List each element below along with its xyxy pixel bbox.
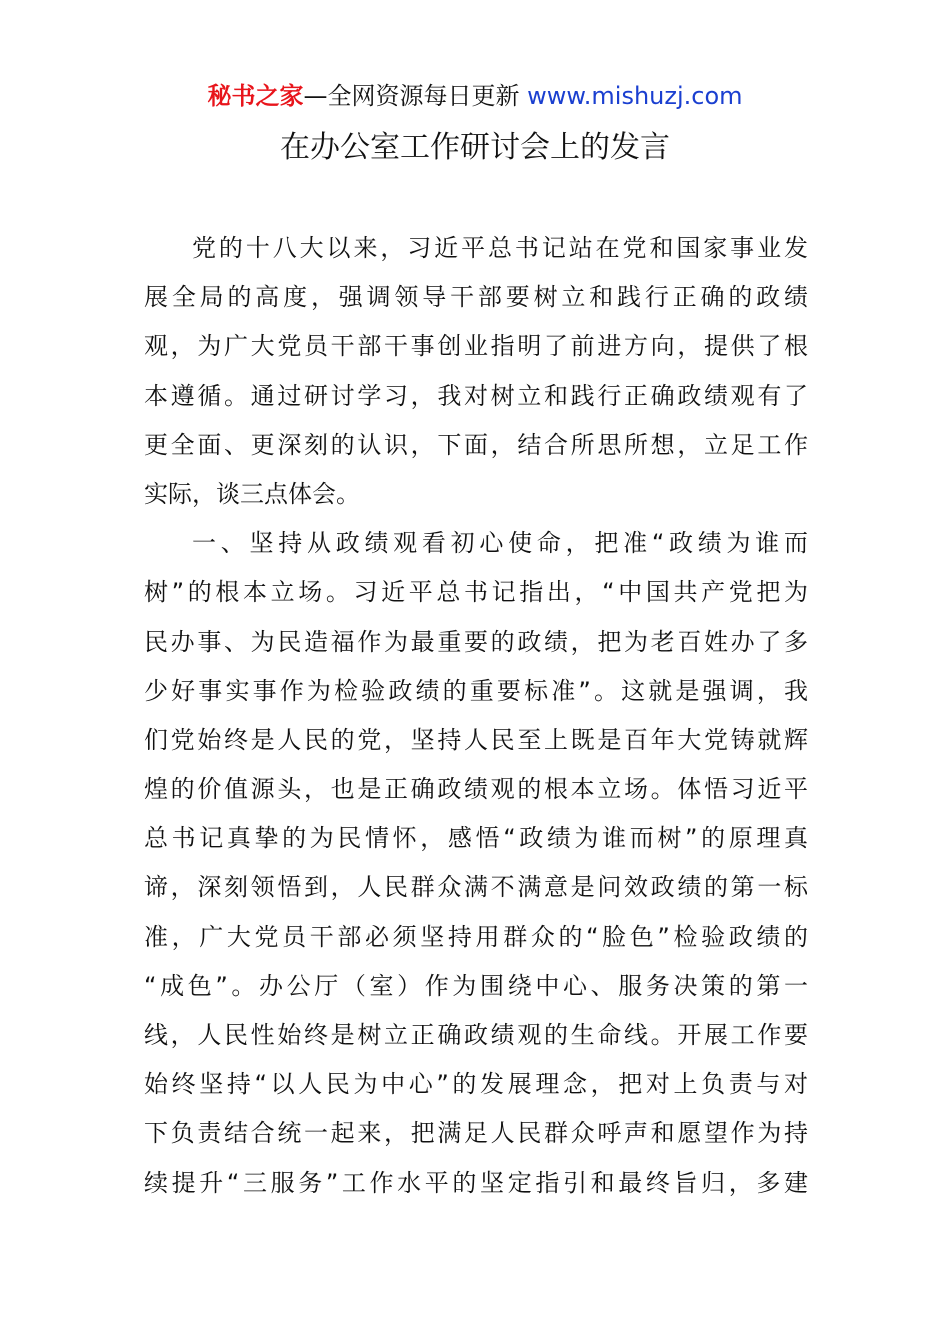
paragraph-line: 一、坚持从政绩观看初心使命，把准“政绩为谁而 <box>192 529 808 558</box>
site-url-link[interactable]: www.mishuzj.com <box>527 82 743 110</box>
paragraph-line: 线，人民性始终是树立正确政绩观的生命线。开展工作要 <box>144 1021 808 1049</box>
site-tagline: —全网资源每日更新 <box>303 82 528 110</box>
paragraph-line: 实际，谈三点体会。 <box>144 479 360 508</box>
paragraph-line: “成色”。办公厅（室）作为围绕中心、服务决策的第一 <box>144 971 808 1000</box>
paragraph-line: 煌的价值源头，也是正确政绩观的根本立场。体悟习近平 <box>144 775 808 804</box>
paragraph-line: 树”的根本立场。习近平总书记指出，“中国共产党把为 <box>144 578 808 607</box>
site-header <box>0 78 950 114</box>
paragraph-line: 始终坚持“以人民为中心”的发展理念，把对上负责与对 <box>144 1070 808 1099</box>
site-brand: 秘书之家 <box>207 82 304 110</box>
paragraph-line: 少好事实事作为检验政绩的重要标准”。这就是强调，我 <box>144 676 808 705</box>
paragraph-line: 党的十八大以来，习近平总书记站在党和国家事业发 <box>192 234 808 262</box>
paragraph-line: 本遵循。通过研讨学习，我对树立和践行正确政绩观有了 <box>144 381 808 410</box>
paragraph-line: 更全面、更深刻的认识，下面，结合所思所想，立足工作 <box>144 430 808 459</box>
paragraph-line: 民办事、为民造福作为最重要的政绩，把为老百姓办了多 <box>144 627 808 656</box>
paragraph-line: 准，广大党员干部必须坚持用群众的“脸色”检验政绩的 <box>144 922 808 951</box>
paragraph-line: 总书记真挚的为民情怀，感悟“政绩为谁而树”的原理真 <box>144 824 808 853</box>
document-title: 在办公室工作研讨会上的发言 <box>280 130 670 165</box>
paragraph-line: 们党始终是人民的党，坚持人民至上既是百年大党铸就辉 <box>144 725 808 754</box>
paragraph-line: 续提升“三服务”工作水平的坚定指引和最终旨归，多建 <box>144 1168 808 1197</box>
document-body <box>144 224 808 1208</box>
paragraph-line: 谛，深刻领悟到，人民群众满不满意是问效政绩的第一标 <box>144 873 808 902</box>
paragraph-line: 下负责结合统一起来，把满足人民群众呼声和愿望作为持 <box>144 1119 808 1148</box>
paragraph-line: 观，为广大党员干部干事创业指明了前进方向，提供了根 <box>144 332 808 361</box>
paragraph-line: 展全局的高度，强调领导干部要树立和践行正确的政绩 <box>144 283 808 312</box>
